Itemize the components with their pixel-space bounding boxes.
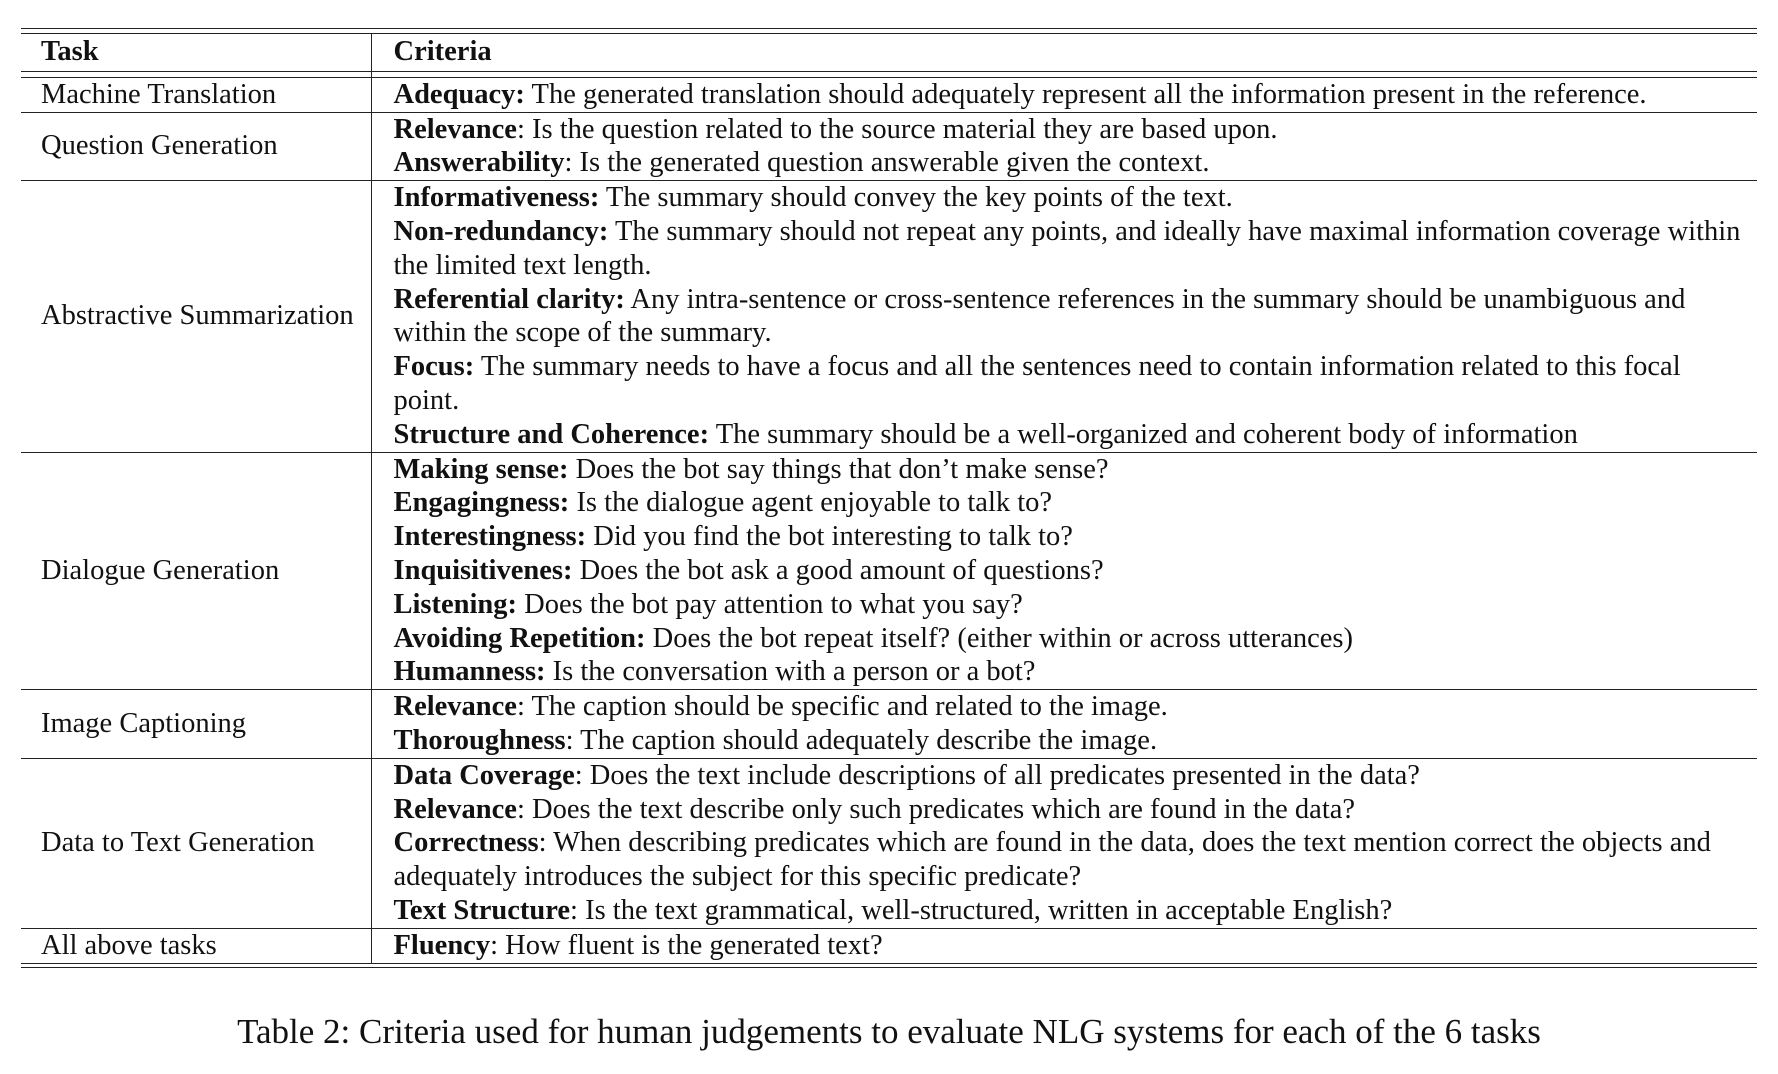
criterion-description: Does the bot pay attention to what you say? bbox=[517, 588, 1023, 620]
criterion-term: Text Structure bbox=[393, 894, 571, 926]
criterion-term: Answerability bbox=[393, 147, 565, 179]
criterion-description: Is the dialogue agent enjoyable to talk to? bbox=[569, 487, 1053, 519]
header-task: Task bbox=[21, 34, 371, 71]
criterion-description: : How fluent is the generated text? bbox=[490, 929, 883, 961]
criterion-term: Thoroughness bbox=[393, 724, 566, 756]
criterion-description: Does the bot say things that don’t make sense? bbox=[568, 453, 1109, 485]
criterion-item bbox=[394, 181, 1752, 215]
criteria-cell bbox=[371, 758, 1757, 928]
criterion-description: Does the bot ask a good amount of questions? bbox=[572, 554, 1104, 586]
criterion-term: Inquisitivenes: bbox=[393, 554, 573, 586]
criterion-item bbox=[394, 520, 1752, 554]
task-cell: Image Captioning bbox=[21, 690, 371, 759]
criterion-description: Does the bot repeat itself? (either within or across utterances) bbox=[645, 622, 1354, 654]
header-criteria: Criteria bbox=[393, 36, 492, 67]
criterion-term: Engagingness: bbox=[393, 487, 570, 519]
table-row bbox=[21, 452, 1757, 690]
table-row bbox=[21, 690, 1757, 759]
criterion-item bbox=[394, 724, 1752, 758]
task-cell: Machine Translation bbox=[21, 77, 371, 112]
criterion-item bbox=[394, 113, 1752, 147]
criterion-item bbox=[394, 655, 1752, 689]
table-body bbox=[21, 77, 1757, 963]
criterion-item bbox=[394, 146, 1752, 180]
criterion-term: Relevance bbox=[393, 793, 517, 825]
criterion-item bbox=[394, 418, 1752, 452]
criteria-table-container bbox=[21, 28, 1757, 971]
criterion-description: The summary should convey the key points of the text. bbox=[599, 182, 1233, 214]
criterion-term: Relevance bbox=[393, 113, 517, 145]
criterion-term: Interestingness: bbox=[393, 521, 587, 553]
criterion-item bbox=[394, 622, 1752, 656]
criterion-description: : The caption should be specific and related to the image. bbox=[516, 691, 1168, 723]
criterion-term: Avoiding Repetition: bbox=[393, 622, 646, 654]
criterion-description: Is the conversation with a person or a bot? bbox=[545, 656, 1036, 688]
criteria-cell bbox=[371, 112, 1757, 181]
criterion-description: Did you find the bot interesting to talk to? bbox=[586, 521, 1073, 553]
table-row bbox=[21, 758, 1757, 928]
criterion-description: : Is the generated question answerable given the context. bbox=[564, 147, 1210, 179]
criterion-item bbox=[394, 453, 1752, 487]
criteria-cell bbox=[371, 928, 1757, 963]
criteria-cell bbox=[371, 690, 1757, 759]
criterion-item bbox=[394, 929, 1752, 963]
table-bottom-rule bbox=[21, 967, 1757, 971]
criterion-term: Relevance bbox=[393, 691, 517, 723]
task-cell: All above tasks bbox=[21, 928, 371, 963]
table-header-row bbox=[21, 34, 1757, 71]
criterion-description: The generated translation should adequately represent all the information present in the reference. bbox=[524, 78, 1647, 110]
table-caption: Table 2: Criteria used for human judgements to evaluate NLG systems for each of the 6 tasks bbox=[237, 1012, 1541, 1051]
criterion-description: : Does the text describe only such predicates which are found in the data? bbox=[516, 793, 1356, 825]
criteria-table bbox=[21, 34, 1757, 964]
criterion-term: Listening: bbox=[393, 588, 518, 620]
criterion-description: : Does the text include descriptions of all predicates presented in the data? bbox=[574, 759, 1420, 791]
table-row bbox=[21, 112, 1757, 181]
criterion-item bbox=[394, 350, 1752, 418]
criterion-item bbox=[394, 759, 1752, 793]
criterion-description: : When describing predicates which are found in the data, does the text mention correct the objects and adequately introduces the subject for this specific predicate? bbox=[393, 827, 1711, 893]
task-cell: Data to Text Generation bbox=[21, 758, 371, 928]
criteria-cell bbox=[371, 452, 1757, 690]
criterion-term: Informativeness: bbox=[393, 182, 600, 214]
criterion-term: Correctness bbox=[393, 827, 539, 859]
criterion-item bbox=[394, 78, 1752, 112]
criterion-term: Data Coverage bbox=[393, 759, 575, 791]
criterion-term: Making sense: bbox=[393, 453, 569, 485]
criterion-term: Humanness: bbox=[393, 656, 546, 688]
criterion-item bbox=[394, 793, 1752, 827]
criteria-cell bbox=[371, 181, 1757, 452]
criterion-description: Any intra-sentence or cross-sentence references in the summary should be unambiguous and within the scope of the summary. bbox=[393, 283, 1686, 349]
criterion-term: Referential clarity: bbox=[393, 283, 625, 315]
table-row bbox=[21, 77, 1757, 112]
criterion-description: : Is the text grammatical, well-structured, written in acceptable English? bbox=[570, 894, 1393, 926]
criterion-description: The summary should be a well-organized and coherent body of information bbox=[709, 418, 1578, 450]
criterion-term: Focus: bbox=[393, 351, 475, 383]
criterion-description: : The caption should adequately describe the image. bbox=[565, 724, 1158, 756]
criterion-item bbox=[394, 283, 1752, 351]
task-cell: Question Generation bbox=[21, 112, 371, 181]
table-row bbox=[21, 928, 1757, 963]
criterion-term: Structure and Coherence: bbox=[393, 418, 710, 450]
criterion-term: Non-redundancy: bbox=[393, 215, 609, 247]
criterion-item bbox=[394, 588, 1752, 622]
criterion-item bbox=[394, 215, 1752, 283]
criterion-term: Fluency bbox=[393, 929, 491, 961]
criterion-item bbox=[394, 554, 1752, 588]
criterion-item bbox=[394, 486, 1752, 520]
task-cell: Abstractive Summarization bbox=[21, 181, 371, 452]
task-cell: Dialogue Generation bbox=[21, 452, 371, 690]
criterion-description: The summary should not repeat any points, and ideally have maximal information coverage within the limited text length. bbox=[393, 215, 1741, 281]
table-row bbox=[21, 181, 1757, 452]
criterion-term: Adequacy: bbox=[393, 78, 525, 110]
criterion-description: The summary needs to have a focus and all the sentences need to contain information related to this focal point. bbox=[393, 351, 1681, 416]
criterion-description: : Is the question related to the source material they are based upon. bbox=[516, 113, 1278, 145]
criterion-item bbox=[394, 894, 1752, 928]
criterion-item bbox=[394, 690, 1752, 724]
criteria-cell bbox=[371, 77, 1757, 112]
criterion-item bbox=[394, 826, 1752, 894]
